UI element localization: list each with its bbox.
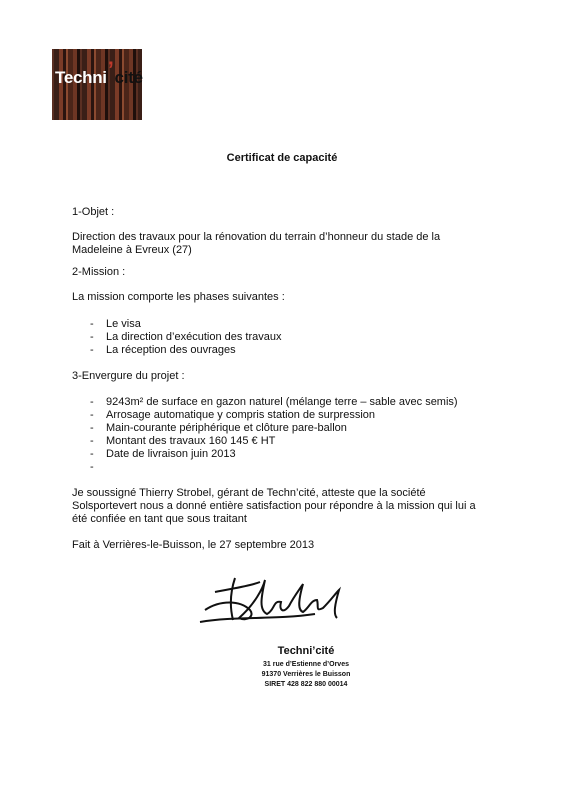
objet-text-line-1: Direction des travaux pour la rénovation du terrain d’honneur du stade de la — [72, 231, 441, 243]
attestation-line-1: Je soussigné Thierry Strobel, gérant de Techn’cité, atteste que la société — [72, 487, 426, 499]
stamp-address-line-2: 91370 Verrières le Buisson — [261, 671, 351, 678]
mission-intro: La mission comporte les phases suivantes : — [72, 291, 285, 303]
envergure-section — [72, 370, 185, 383]
logo-wordmark: Techni’cité — [55, 57, 143, 87]
list-item: - Montant des travaux 160 145 € HT — [90, 435, 458, 448]
list-item: - 9243m² de surface en gazon naturel (mélange terre – sable avec semis) — [90, 396, 458, 409]
page-title: Certificat de capacité — [226, 152, 338, 164]
list-item: - La direction d’exécution des travaux — [90, 331, 282, 344]
list-item: - Date de livraison juin 2013 — [90, 448, 458, 461]
company-stamp — [246, 645, 366, 690]
list-item: - La réception des ouvrages — [90, 344, 282, 357]
objet-heading: 1-Objet : — [72, 206, 115, 218]
envergure-list — [90, 396, 458, 474]
list-item: - Arrosage automatique y compris station de surpression — [90, 409, 458, 422]
objet-section — [72, 206, 440, 257]
mission-list-wrapper — [90, 318, 282, 357]
objet-text-line-2: Madeleine à Evreux (27) — [72, 244, 192, 256]
envergure-list-wrapper — [90, 396, 458, 474]
attestation-section — [72, 487, 476, 526]
handwritten-signature — [195, 570, 355, 630]
stamp-siret: SIRET 428 822 880 00014 — [264, 681, 348, 688]
list-item: - Main-courante périphérique et clôture pare-ballon — [90, 422, 458, 435]
envergure-heading: 3-Envergure du projet : — [72, 370, 185, 382]
mission-heading: 2-Mission : — [72, 266, 126, 278]
stamp-company-name: Techni’cité — [277, 645, 335, 657]
attestation-line-2: Solsportevert nous a donné entière satisfaction pour répondre à la mission qui lui a — [72, 500, 476, 512]
place-date: Fait à Verrières-le-Buisson, le 27 septembre 2013 — [72, 539, 315, 551]
mission-list — [90, 318, 282, 357]
mission-section — [72, 266, 285, 304]
attestation-line-3: été confiée en tant que sous traitant — [72, 513, 247, 525]
list-item — [90, 461, 458, 474]
stamp-address-line-1: 31 rue d’Estienne d’Orves — [263, 661, 349, 668]
list-item: - Le visa — [90, 318, 282, 331]
